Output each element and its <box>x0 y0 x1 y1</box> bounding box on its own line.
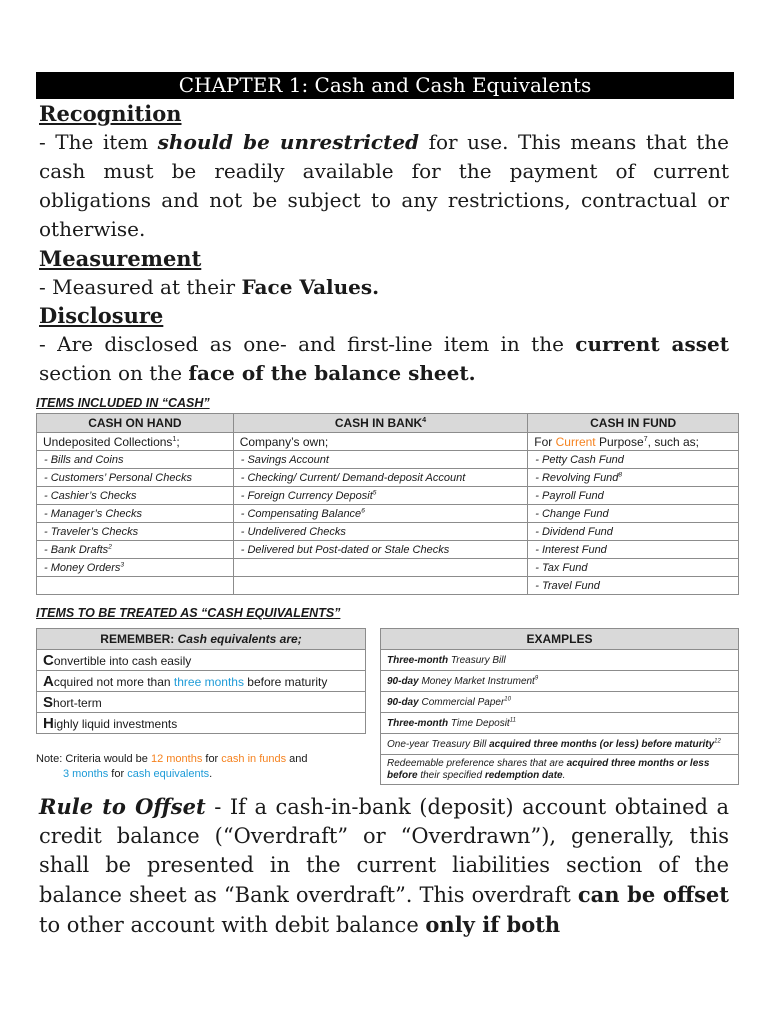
remember-row <box>37 671 366 692</box>
cash-in-bank-item: - Checking/ Current/ Demand-deposit Account <box>233 469 528 487</box>
remember-row <box>37 692 366 713</box>
recognition-heading: Recognition <box>39 101 182 126</box>
example-row <box>381 692 739 713</box>
measurement-emphasis: Face Values. <box>241 275 380 299</box>
cash-in-bank-item <box>233 577 528 595</box>
equiv-section-title: ITEMS TO BE TREATED AS “CASH EQUIVALENTS” <box>36 606 341 620</box>
subhead-undeposited: Undeposited Collections$^1$; <box>37 433 234 451</box>
remember-row <box>37 713 366 734</box>
table-row <box>37 469 739 487</box>
example-row <box>381 755 739 785</box>
chapter-title: CHAPTER 1: Cash and Cash Equivalents <box>36 72 734 99</box>
remember-cell: Convertible into cash easily <box>37 650 366 671</box>
measurement-paragraph <box>39 273 729 302</box>
example-cell: Three-month Treasury Bill <box>381 650 739 671</box>
cash-in-bank-item: - Savings Account <box>233 451 528 469</box>
measurement-prefix: - Measured at their <box>39 275 242 299</box>
measurement-section <box>39 245 729 302</box>
header-cash-on-hand: CASH ON HAND <box>37 414 234 433</box>
example-cell: One-year Treasury Bill acquired three months (or less) before maturity$^{12}$ <box>381 734 739 755</box>
offset-heading: Rule to Offset <box>39 794 206 819</box>
header-cash-in-bank: CASH IN BANK$^4$ <box>233 414 528 433</box>
cash-section-title: ITEMS INCLUDED IN “CASH” <box>36 396 210 410</box>
table-row <box>37 505 739 523</box>
examples-header: EXAMPLES <box>381 629 739 650</box>
offset-section <box>39 792 729 940</box>
cash-on-hand-item: - Customers’ Personal Checks <box>37 469 234 487</box>
cash-items-table <box>36 413 739 595</box>
example-row <box>381 671 739 692</box>
cash-in-fund-item: - Petty Cash Fund <box>528 451 739 469</box>
table-row <box>37 559 739 577</box>
recognition-prefix: - The item <box>39 130 158 154</box>
cash-on-hand-item: - Manager’s Checks <box>37 505 234 523</box>
cash-in-fund-item: - Payroll Fund <box>528 487 739 505</box>
cash-in-fund-item: - Travel Fund <box>528 577 739 595</box>
remember-header: REMEMBER: Cash equivalents are; <box>37 629 366 650</box>
table-row <box>37 577 739 595</box>
disclosure-heading: Disclosure <box>39 303 164 328</box>
disclosure-middle: section on the <box>39 361 189 385</box>
example-row <box>381 713 739 734</box>
cash-on-hand-item: - Cashier’s Checks <box>37 487 234 505</box>
cash-in-bank-item: - Compensating Balance$^6$ <box>233 505 528 523</box>
disclosure-prefix: - Are disclosed as one- and first-line item in the <box>39 332 576 356</box>
table-row <box>37 541 739 559</box>
table-row <box>37 523 739 541</box>
cash-in-fund-item: - Dividend Fund <box>528 523 739 541</box>
recognition-paragraph <box>39 128 729 244</box>
cash-on-hand-item <box>37 577 234 595</box>
recognition-section <box>39 100 729 244</box>
example-cell: 90-day Money Market Instrument$^9$ <box>381 671 739 692</box>
examples-table <box>380 628 739 785</box>
cash-on-hand-item: - Traveler’s Checks <box>37 523 234 541</box>
cash-in-bank-item: - Delivered but Post-dated or Stale Checks <box>233 541 528 559</box>
cash-in-fund-item: - Interest Fund <box>528 541 739 559</box>
example-row <box>381 734 739 755</box>
table-row <box>37 451 739 469</box>
header-cash-in-fund: CASH IN FUND <box>528 414 739 433</box>
table-row <box>37 487 739 505</box>
example-cell: Three-month Time Deposit$^{11}$ <box>381 713 739 734</box>
cash-in-bank-item: - Foreign Currency Deposit$^5$ <box>233 487 528 505</box>
remember-cell: Short-term <box>37 692 366 713</box>
criteria-note <box>36 752 308 782</box>
note-line-1: Note: Criteria would be 12 months for cash in funds and <box>36 753 308 765</box>
recognition-rest: for use. This means that the cash must be readily available for the payment of current obligations and not be subject to any restrictions, contractual or otherwise. <box>39 130 730 241</box>
remember-row <box>37 650 366 671</box>
disclosure-emphasis-current-asset: current asset <box>575 332 729 356</box>
measurement-heading: Measurement <box>39 246 202 271</box>
cash-on-hand-item: - Money Orders$^3$ <box>37 559 234 577</box>
cash-in-fund-item: - Revolving Fund$^8$ <box>528 469 739 487</box>
cash-in-fund-item: - Tax Fund <box>528 559 739 577</box>
cash-on-hand-item: - Bills and Coins <box>37 451 234 469</box>
subhead-company-own: Company’s own; <box>233 433 528 451</box>
example-cell: 90-day Commercial Paper$^{10}$ <box>381 692 739 713</box>
cash-in-bank-item <box>233 559 528 577</box>
recognition-emphasis: should be unrestricted <box>157 130 420 154</box>
remember-cell: Acquired not more than three months before maturity <box>37 671 366 692</box>
disclosure-emphasis-face: face of the balance sheet. <box>188 361 476 385</box>
subhead-current-purpose: For Current Purpose$^7$, such as; <box>528 433 739 451</box>
cash-on-hand-item: - Bank Drafts$^2$ <box>37 541 234 559</box>
disclosure-paragraph <box>39 330 729 388</box>
cash-in-fund-item: - Change Fund <box>528 505 739 523</box>
offset-paragraph: Rule to Offset - If a cash-in-bank (deposit) account obtained a credit balance (“Overdraft” or “Overdrawn”), generally, this shall be presented in the current liabilities section of the balance sheet as “Bank overdraft”. This overdraft can be offset to other account with debit balance only if both <box>39 794 729 937</box>
remember-table <box>36 628 366 734</box>
cash-in-bank-item: - Undelivered Checks <box>233 523 528 541</box>
remember-cell: Highly liquid investments <box>37 713 366 734</box>
example-row <box>381 650 739 671</box>
disclosure-section <box>39 302 729 388</box>
example-cell: Redeemable preference shares that are acquired three months or less before their specified redemption date. <box>381 755 739 785</box>
note-line-2: 3 months for cash equivalents. <box>63 768 213 780</box>
